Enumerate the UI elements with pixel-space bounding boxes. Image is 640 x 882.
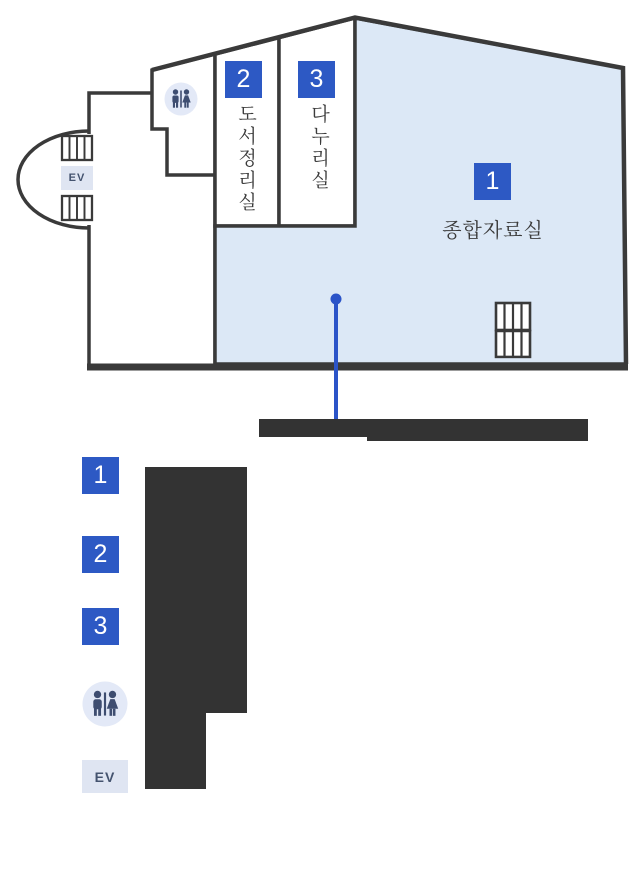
stairs-icon <box>62 136 92 160</box>
legend-badge-3: 3 <box>82 608 119 645</box>
stairs-icon <box>62 196 92 220</box>
legend-badge-1: 1 <box>82 457 119 494</box>
restroom-icon <box>165 83 198 116</box>
location-dot-icon <box>331 294 342 305</box>
room-1-label: 종합자료실 <box>442 220 544 242</box>
legend-elevator-label: EV <box>82 760 128 793</box>
room-3-badge: 3 <box>298 61 335 98</box>
legend-badge-2: 2 <box>82 536 119 573</box>
restroom-icon <box>83 682 128 727</box>
elevator-label: EV <box>61 166 93 190</box>
room-1-badge: 1 <box>474 163 511 200</box>
legend-redacted-block <box>145 713 206 789</box>
room-3-label: 다누리실 <box>308 104 329 192</box>
stairs-icon <box>496 303 530 330</box>
legend-redacted-block <box>145 467 247 713</box>
callout-bar-right <box>367 419 588 441</box>
room-2-badge: 2 <box>225 61 262 98</box>
room-2-label: 도서정리실 <box>235 104 256 214</box>
callout-bar-left <box>259 419 367 437</box>
stairs-icon <box>496 331 530 357</box>
